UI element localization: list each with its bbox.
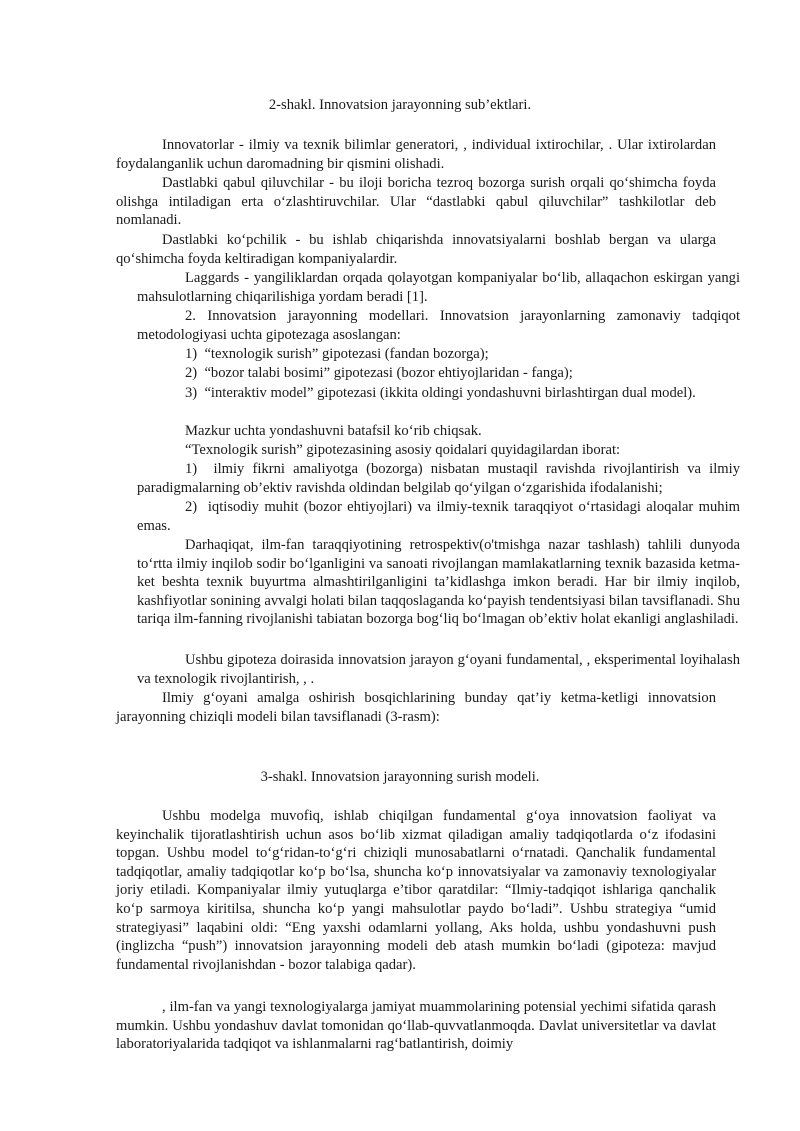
paragraph-society: , ilm-fan va yangi texnologiyalarga jamiyat muammolarining potensial yechimi sifatida qarash mumkin. Ushbu yondashuv davlat tomonidan qo‘llab-quvvatlanmoqda. Davlat universitetlar va davlat laboratoriyalarida tadqiqot va ishlanmalarni rag‘batlantirish, doimiy <box>116 999 716 1053</box>
paragraph-early-majority: Dastlabki ko‘pchilik - bu ishlab chiqarishda innovatsiyalarni boshlab bergan va ularga qo‘shimcha foyda keltiradigan kompaniyalardir. <box>116 232 716 267</box>
list-item-principle-1: 1) ilmiy fikrni amaliyotga (bozorga) nisbatan mustaqil ravishda rivojlantirish va ilmiy paradigmalarning ob’ektiv ravishda oldindan belgilab qo‘yilgan o‘zgarishida ifodalanishi; <box>137 461 740 496</box>
list-item-hypothesis-1: 1) “texnologik surish” gipotezasi (fandan bozorga); <box>185 346 489 362</box>
paragraph-review: Mazkur uchta yondashuvni batafsil ko‘rib chiqsak. <box>185 423 482 439</box>
paragraph-models: 2. Innovatsion jarayonning modellari. Innovatsion jarayonlarning zamonaviy tadqiqot metodologiyasi uchta gipotezaga asoslangan: <box>137 308 740 343</box>
paragraph-innovators: Innovatorlar - ilmiy va texnik bilimlar generatori, , individual ixtirochilar, . Ular ixtirolardan foydalanganlik uchun daromadning bir qismini olishadi. <box>116 137 716 172</box>
figure-caption-2: 2-shakl. Innovatsion jarayonning sub’ektlari. <box>268 97 532 113</box>
paragraph-early-adopters: Dastlabki qabul qiluvchilar - bu iloji boricha tezroq bozorga surish orqali qo‘shimcha foyda olishga intiladigan erta o‘zlashtiruvchilar. Ular “dastlabki qabul qiluvchilar” tashkilotlar deb nomlanadi. <box>116 175 716 229</box>
list-item-hypothesis-3: 3) “interaktiv model” gipotezasi (ikkita oldingi yondashuvni birlashtirgan dual model). <box>185 385 696 401</box>
paragraph-linear-model: Ilmiy g‘oyani amalga oshirish bosqichlarining bunday qat’iy ketma-ketligi innovatsion jarayonning chiziqli modeli bilan tavsiflanadi (3-rasm): <box>116 690 716 725</box>
list-item-principle-2: 2) iqtisodiy muhit (bozor ehtiyojlari) va ilmiy-texnik taraqqiyot o‘rtasidagi aloqalar muhim emas. <box>137 499 740 534</box>
paragraph-model-description: Ushbu modelga muvofiq, ishlab chiqilgan fundamental g‘oya innovatsion faoliyat va keyinchalik tijoratlashtirish uchun asos bo‘lib xizmat qiladigan amaliy tadqiqotlarda o‘z ifodasini topgan. Ushbu model to‘g‘ridan-to‘g‘ri chiziqli munosabatlarni o‘rnatadi. Qanchalik fundamental tadqiqotlar, amaliy tadqiqotlar ko‘p bo‘lsa, shuncha ko‘p innovatsiyalar va zamonaviy texnologiyalar joriy etiladi. Kompaniyalar ilmiy yutuqlarga e’tibor qaratdilar: “Ilmiy-tadqiqot ishlariga qanchalik ko‘p sarmoya kiritilsa, shuncha ko‘p yangi mahsulotlar paydo bo‘ladi”. Ushbu strategiya “umid strategiyasi” laqabini oldi: “Eng yaxshi odamlarni yollang, Aks holda, ushbu yondashuvni push (inglizcha “push”) innovatsion jarayonning modeli deb atash mumkin bo‘ladi (gipoteza: mavjud fundamental rivojlanishdan - bozor talabiga qadar). <box>116 808 716 973</box>
paragraph-laggards: Laggards - yangiliklardan orqada qolayotgan kompaniyalar bo‘lib, allaqachon eskirgan yangi mahsulotlarning chiqarilishiga yordam beradi [1]. <box>137 270 740 305</box>
list-item-hypothesis-2: 2) “bozor talabi bosimi” gipotezasi (bozor ehtiyojlaridan - fanga); <box>185 365 573 381</box>
paragraph-retrospective: Darhaqiqat, ilm-fan taraqqiyotining retrospektiv(o'tmishga nazar tashlash) tahlili dunyoda to‘rtta ilmiy inqilob sodir bo‘lganligini va sanoati rivojlangan mamlakatlarning texnik bazasida ketma-ket beshta texnik buyurtma almashtirilganligini ta’kidlashga imkon beradi. Har bir ilmiy inqilob, kashfiyotlar sonining avvalgi holati bilan taqqoslaganda ko‘payish tendentsiyasi bilan tavsiflanadi. Shu tariqa ilm-fanning rivojlanishi tabiatan bozorga bog‘liq bo‘lmagan ob’ektiv holat ekanligi anglashiladi. <box>137 537 740 628</box>
figure-caption-3: 3-shakl. Innovatsion jarayonning surish modeli. <box>260 769 540 785</box>
paragraph-principles: “Texnologik surish” gipotezasining asosiy qoidalari quyidagilardan iborat: <box>185 442 621 458</box>
paragraph-hypothesis-scope: Ushbu gipoteza doirasida innovatsion jarayon g‘oyani fundamental, , eksperimental loyihalash va texnologik rivojlantirish, , . <box>137 652 740 687</box>
